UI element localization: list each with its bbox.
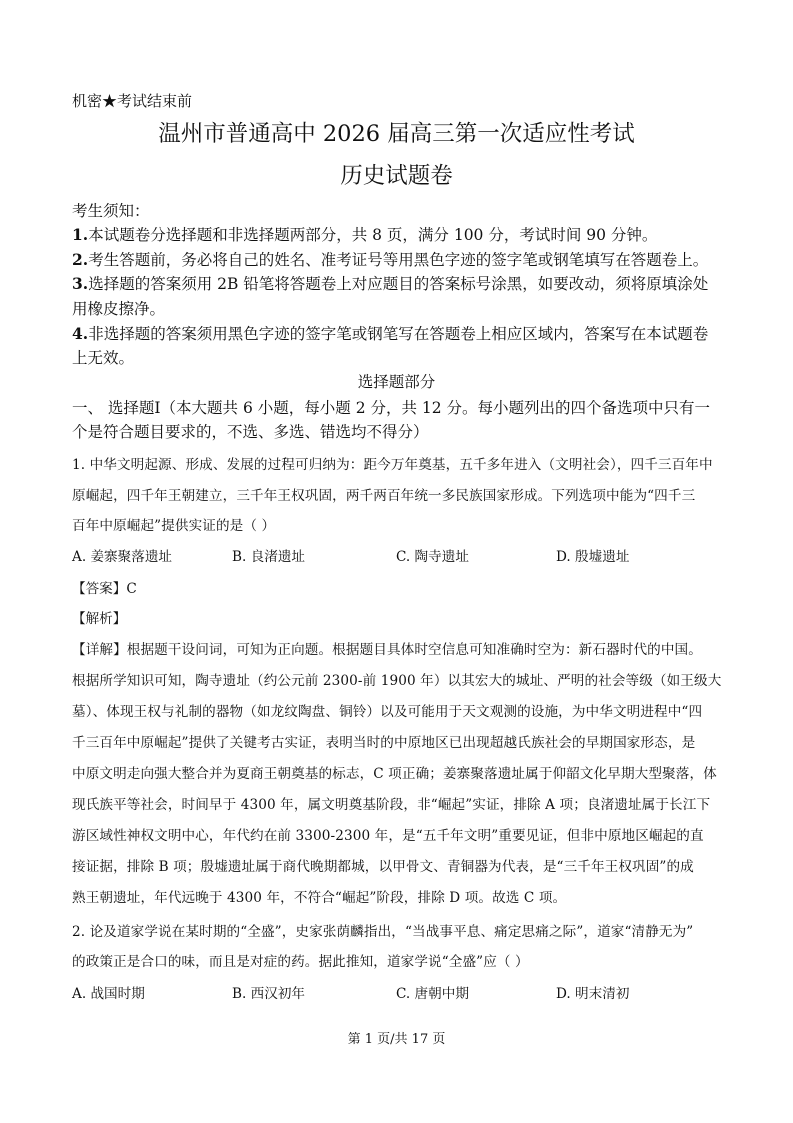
q1-option-c: C. 陶寺遗址 (396, 549, 469, 565)
notice-item-4 (72, 322, 708, 346)
q1-stem-line: 1. 中华文明起源、形成、发展的过程可归纳为：距今万年奠基，五千多年进入（文明社会），四千三百年中 (72, 457, 713, 473)
exam-title: 温州市普通高中 2026 届高三第一次适应性考试 (158, 121, 635, 147)
notice-item-2 (72, 248, 708, 272)
notice-num: 3. (72, 274, 89, 293)
q1-analysis-label: 【解析】 (72, 611, 127, 627)
q1-detail-line: 根据所学知识可知，陶寺遗址（约公元前 2300-前 1900 年）以其宏大的城址、严明的社会等级（如王级大 (72, 673, 722, 689)
notice-item-3 (72, 272, 708, 296)
notice-item-3-cont: 用橡皮擦净。 (72, 300, 166, 318)
section-title: 选择题部分 (357, 373, 436, 391)
q1-answer: 【答案】C (72, 581, 137, 597)
notice-text: 本试题卷分选择题和非选择题两部分，共 8 页，满分 100 分，考试时间 90 分钟。 (88, 226, 658, 244)
q2-stem-line: 2. 论及道家学说在某时期的“全盛”，史家张荫麟指出，“当战事平息、痛定思痛之际”，道家“清静无为” (72, 924, 694, 940)
notice-text: 考生答题前，务必将自己的姓名、准考证号等用黑色字迹的签字笔或钢笔填写在答题卷上。 (88, 251, 709, 269)
q1-detail-line: 熟王朝遗址，年代远晚于 4300 年，不符合“崛起”阶段，排除 D 项。故选 C 项。 (72, 890, 567, 906)
q1-detail-line: 千三百年中原崛起”提供了关键考古实证，表明当时的中原地区已出现超越氏族社会的早期国家形态，是 (72, 735, 696, 751)
q1-stem-line: 原崛起，四千年王朝建立，三千年王权巩固，两千两百年统一多民族国家形成。下列选项中能为“四千三 (72, 488, 696, 504)
q2-option-d: D. 明末清初 (556, 986, 630, 1002)
page-number: 第 1 页/共 17 页 (347, 1032, 446, 1047)
part-instructions-cont: 个是符合题目要求的，不选、多选、错选均不得分） (72, 423, 429, 441)
q1-detail-line: 墓）、体现王权与礼制的器物（如龙纹陶盘、铜铃）以及可能用于天文观测的设施，为中华文明进程中“四 (72, 704, 703, 720)
q1-detail-line: 中原文明走向强大整合并为夏商王朝奠基的标志，C 项正确；姜寨聚落遗址属于仰韶文化早期大型聚落，体 (72, 766, 717, 782)
notice-text: 非选择题的答案须用黑色字迹的签字笔或钢笔写在答题卷上相应区域内，答案写在本试题卷 (88, 325, 709, 343)
notice-num: 2. (72, 250, 89, 269)
q2-option-a: A. 战国时期 (72, 986, 145, 1002)
notice-heading: 考生须知： (72, 202, 150, 220)
notice-num: 4. (72, 324, 89, 343)
q2-option-c: C. 唐朝中期 (396, 986, 469, 1002)
notice-item-1 (72, 223, 657, 247)
notice-text: 选择题的答案须用 2B 铅笔将答题卷上对应题目的答案标号涂黑，如要改动，须将原填涂处 (88, 275, 709, 293)
q2-stem-line: 的政策正是合口的味，而且是对症的药。据此推知，道家学说“全盛”应（ ） (72, 954, 529, 970)
notice-num: 1. (72, 225, 89, 244)
part-instructions: 一、 选择题Ⅰ（本大题共 6 小题，每小题 2 分，共 12 分。每小题列出的四个备选项中只有一 (72, 399, 711, 417)
q2-option-b: B. 西汉初年 (232, 986, 306, 1002)
paper-subtitle: 历史试题卷 (340, 163, 453, 189)
q1-option-a: A. 姜寨聚落遗址 (72, 549, 173, 565)
q1-option-b: B. 良渚遗址 (232, 549, 306, 565)
notice-item-4-cont: 上无效。 (72, 349, 135, 367)
q1-detail-line: 【详解】根据题干设问词，可知为正向题。根据题目具体时空信息可知准确时空为：新石器时代的中国。 (72, 642, 702, 658)
q1-detail-line: 现氏族平等社会，时间早于 4300 年，属文明奠基阶段，非“崛起”实证，排除 A 项；良渚遗址属于长江下 (72, 797, 711, 813)
q1-detail-line: 接证据，排除 B 项；殷墟遗址属于商代晚期都城，以甲骨文、青铜器为代表，是“三千年王权巩固”的成 (72, 859, 694, 875)
q1-detail-line: 游区域性神权文明中心，年代约在前 3300-2300 年，是“五千年文明”重要见证，但非中原地区崛起的直 (72, 828, 704, 844)
q1-option-d: D. 殷墟遗址 (556, 549, 630, 565)
q1-stem-line: 百年中原崛起”提供实证的是（ ） (72, 518, 276, 534)
confidential-mark: 机密★考试结束前 (72, 92, 193, 110)
